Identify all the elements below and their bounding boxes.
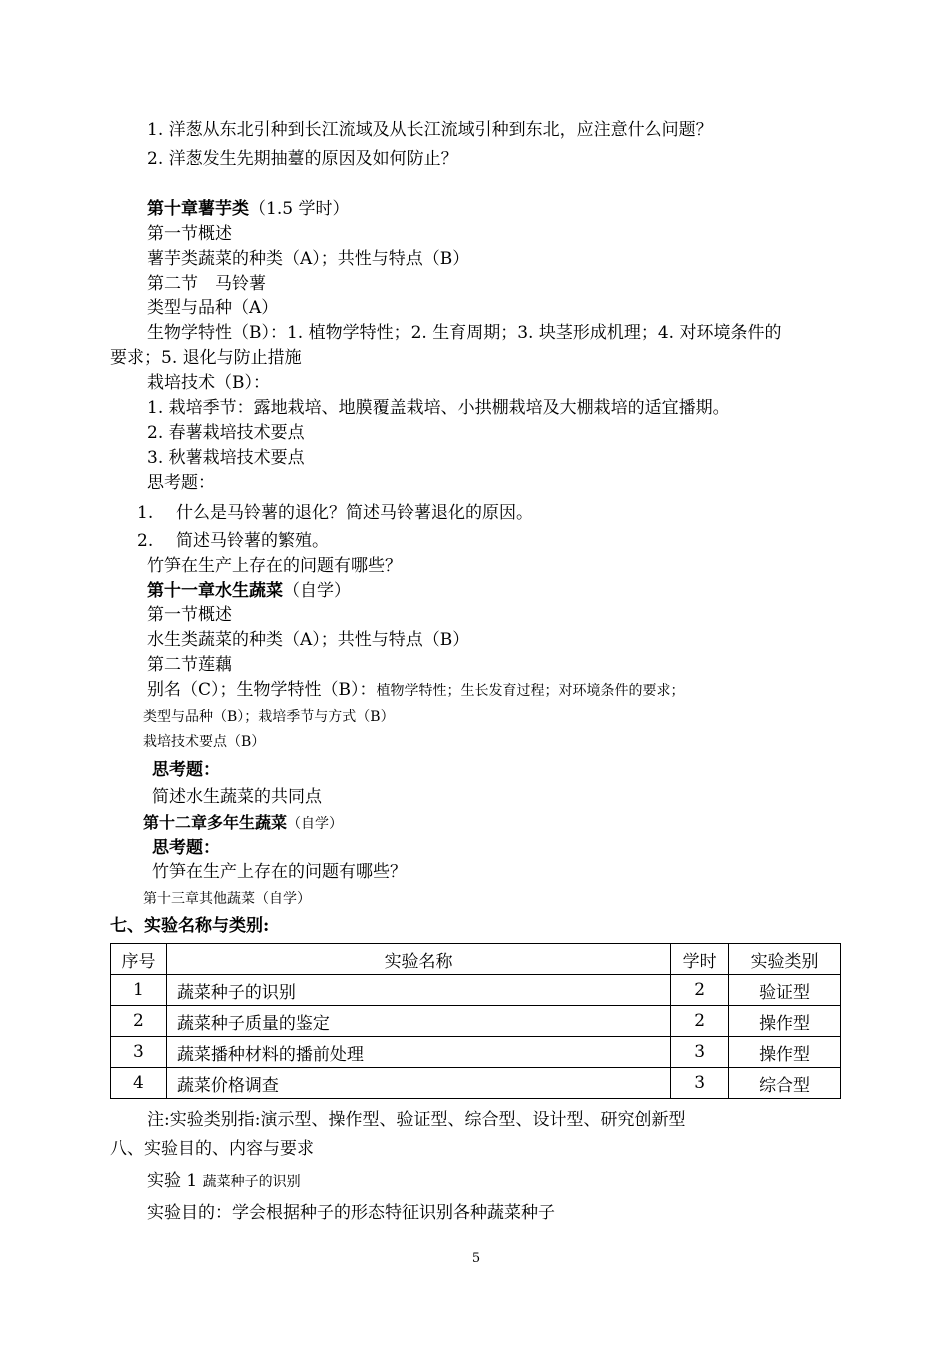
chapter-11-section-2: 第二节莲藕: [147, 655, 232, 675]
chapter-10-heading: [147, 198, 349, 220]
row-type: 验证型: [729, 975, 841, 1006]
think-heading: 思考题：: [147, 473, 215, 493]
header-hours: 学时: [671, 944, 729, 975]
key-points-line: 栽培技术要点（B）: [143, 734, 266, 750]
types-line: 类型与品种（A）: [147, 298, 279, 318]
row-hours: 2: [671, 975, 729, 1006]
alias-part-a: 别名（C）；生物学特性（B）：: [147, 680, 377, 700]
cultivation-item-3: 3. 秋薯栽培技术要点: [147, 448, 305, 468]
row-type: 操作型: [729, 1037, 841, 1068]
row-no: 3: [111, 1037, 167, 1068]
page-number: 5: [471, 1251, 481, 1266]
table-row: [111, 975, 841, 1006]
biology-line-2: 要求；5. 退化与防止措施: [110, 348, 302, 368]
experiment-1-label: 实验 1: [147, 1171, 203, 1191]
section-1-content: 薯芋类蔬菜的种类（A）；共性与特点（B）: [147, 249, 470, 269]
chapter-11-note: （自学）: [283, 581, 351, 601]
row-hours: 3: [671, 1037, 729, 1068]
chapter-12-title: 第十二章多年生蔬菜: [143, 813, 288, 832]
section-8-heading: 八、实验目的、内容与要求: [110, 1139, 314, 1159]
common-points-line: 简述水生蔬菜的共同点: [152, 787, 322, 807]
row-hours: 3: [671, 1068, 729, 1099]
section-7-heading: 七、实验名称与类别:: [110, 916, 270, 936]
cultivation-item-1: 1. 栽培季节：露地栽培、地膜覆盖栽培、小拱棚栽培及大棚栽培的适宜播期。: [147, 398, 730, 418]
table-row: [111, 1068, 841, 1099]
experiment-1-goal: 实验目的：学会根据种子的形态特征识别各种蔬菜种子: [147, 1203, 555, 1223]
chapter-11-heading: [147, 580, 351, 602]
experiment-1-name: 蔬菜种子的识别: [202, 1174, 301, 1190]
section-2-title: 第二节 马铃薯: [147, 274, 266, 294]
row-name: 蔬菜播种材料的播前处理: [166, 1037, 670, 1068]
row-name: 蔬菜种子的识别: [166, 975, 670, 1006]
experiment-1-title: [147, 1170, 301, 1193]
row-name: 蔬菜价格调查: [166, 1068, 670, 1099]
row-no: 1: [111, 975, 167, 1006]
chapter-11-section-1: 第一节概述: [147, 605, 232, 625]
experiment-table: [110, 943, 841, 1099]
alias-line: [147, 679, 685, 702]
alias-part-b: 植物学特性；生长发育过程；对环境条件的要求；: [376, 683, 685, 699]
table-row: [111, 1037, 841, 1068]
chapter-13-line: 第十三章其他蔬菜（自学）: [143, 891, 311, 907]
table-row: [111, 1006, 841, 1037]
chapter-10-title: 第十章薯芋类: [147, 199, 249, 219]
biology-line-1: 生物学特性（B）：1. 植物学特性；2. 生育周期；3. 块茎形成机理；4. 对环境条件的: [147, 323, 782, 343]
row-type: 综合型: [729, 1068, 841, 1099]
think-item-1-number: 1.: [137, 503, 154, 523]
bamboo-question-2: 竹笋在生产上存在的问题有哪些？: [152, 862, 407, 882]
think-heading-2: 思考题：: [152, 760, 220, 780]
think-heading-3: 思考题：: [152, 838, 220, 858]
section-1-title: 第一节概述: [147, 224, 232, 244]
think-item-1: 什么是马铃薯的退化？简述马铃薯退化的原因。: [176, 503, 533, 523]
row-type: 操作型: [729, 1006, 841, 1037]
chapter-10-hours: （1.5 学时）: [249, 199, 350, 219]
cultivation-heading: 栽培技术（B）：: [147, 373, 270, 393]
row-no: 4: [111, 1068, 167, 1099]
row-name: 蔬菜种子质量的鉴定: [166, 1006, 670, 1037]
cultivation-item-2: 2. 春薯栽培技术要点: [147, 423, 305, 443]
chapter-12-heading: [143, 812, 343, 835]
chapter-11-section-1-content: 水生类蔬菜的种类（A）；共性与特点（B）: [147, 630, 470, 650]
chapter-12-note: （自学）: [287, 816, 344, 832]
row-no: 2: [111, 1006, 167, 1037]
header-type: 实验类别: [729, 944, 841, 975]
chapter-11-title: 第十一章水生蔬菜: [147, 581, 283, 601]
question-2: 2. 洋葱发生先期抽薹的原因及如何防止？: [147, 149, 458, 169]
think-item-2-number: 2.: [137, 531, 154, 551]
header-no: 序号: [111, 944, 167, 975]
row-hours: 2: [671, 1006, 729, 1037]
table-note: 注:实验类别指:演示型、操作型、验证型、综合型、设计型、研究创新型: [147, 1110, 686, 1130]
bamboo-question-1: 竹笋在生产上存在的问题有哪些？: [147, 556, 402, 576]
question-1: 1. 洋葱从东北引种到长江流域及从长江流域引种到东北，应注意什么问题？: [147, 120, 713, 140]
header-name: 实验名称: [166, 944, 670, 975]
types-seasons-line: 类型与品种（B）；栽培季节与方式（B）: [143, 709, 395, 725]
think-item-2: 简述马铃薯的繁殖。: [176, 531, 329, 551]
table-header-row: [111, 944, 841, 975]
